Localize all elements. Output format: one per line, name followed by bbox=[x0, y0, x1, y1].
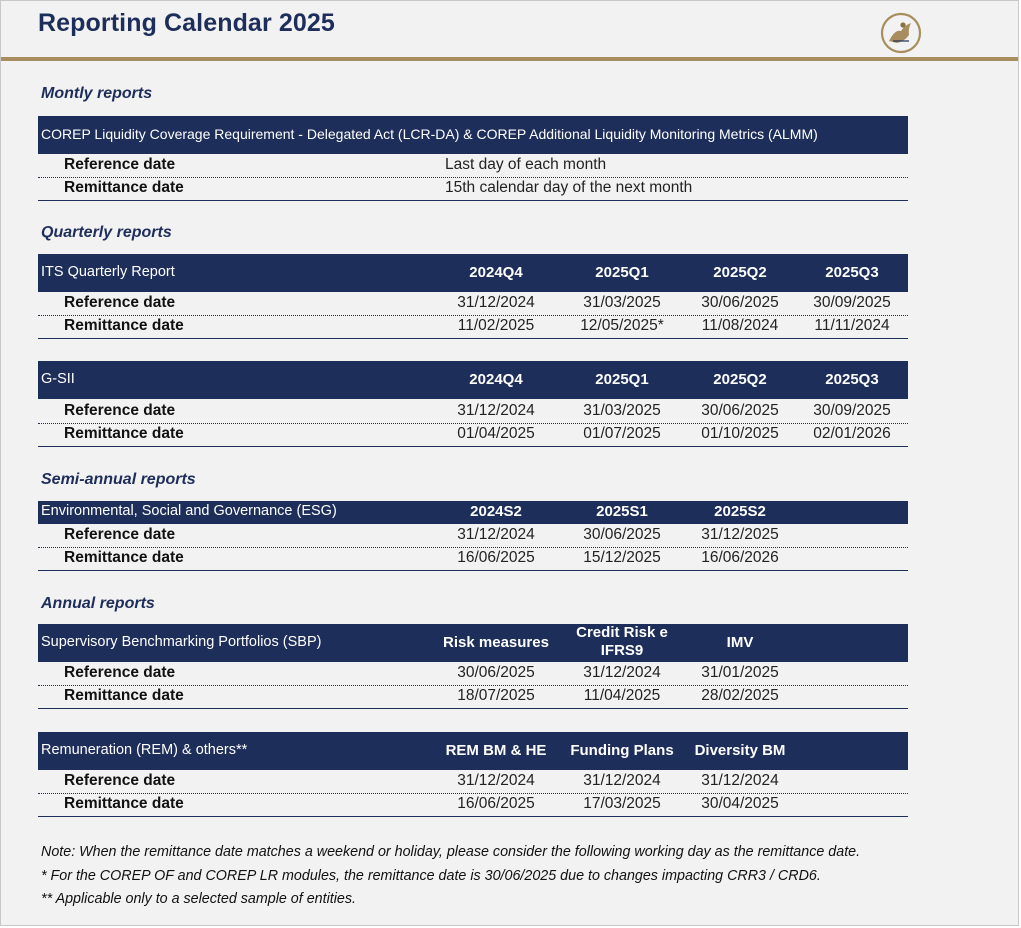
table-header-label: Remuneration (REM) & others** bbox=[41, 742, 248, 758]
row-label-remittance: Remittance date bbox=[64, 687, 184, 704]
table-cell: 31/12/2024 bbox=[457, 294, 535, 311]
table-cell: 31/12/2024 bbox=[457, 772, 535, 789]
section-title-semiannual: Semi-annual reports bbox=[41, 471, 196, 488]
table-header-its bbox=[38, 254, 908, 292]
table-cell: 16/06/2026 bbox=[701, 549, 779, 566]
table-row bbox=[38, 548, 908, 571]
table-header-label: ITS Quarterly Report bbox=[41, 264, 175, 280]
table-row bbox=[38, 424, 908, 447]
column-header: 2025Q2 bbox=[713, 371, 767, 388]
row-label-reference: Reference date bbox=[64, 294, 176, 311]
row-label-reference: Reference date bbox=[64, 156, 176, 173]
table-cell: 31/12/2024 bbox=[457, 526, 535, 543]
column-header: 2025Q1 bbox=[595, 264, 649, 281]
row-label-remittance: Remittance date bbox=[64, 317, 184, 334]
header-divider bbox=[1, 57, 1018, 61]
table-cell: 16/06/2025 bbox=[457, 549, 535, 566]
section-title-quarterly: Quarterly reports bbox=[41, 224, 172, 241]
table-row bbox=[38, 525, 908, 548]
table-header-label: G-SII bbox=[41, 371, 75, 387]
table-row bbox=[38, 293, 908, 316]
row-label-remittance: Remittance date bbox=[64, 425, 184, 442]
table-cell: 01/10/2025 bbox=[701, 425, 779, 442]
table-row bbox=[38, 771, 908, 794]
table-cell: 16/06/2025 bbox=[457, 795, 535, 812]
column-header: Risk measures bbox=[443, 634, 549, 651]
table-row bbox=[38, 155, 908, 178]
table-cell: 01/07/2025 bbox=[583, 425, 661, 442]
column-header: IMV bbox=[726, 634, 754, 651]
row-label-reference: Reference date bbox=[64, 402, 176, 419]
row-label-remittance: Remittance date bbox=[64, 179, 184, 196]
table-cell: 31/12/2024 bbox=[701, 772, 779, 789]
table-cell: 30/09/2025 bbox=[813, 294, 891, 311]
table-cell: 17/03/2025 bbox=[583, 795, 661, 812]
table-cell: 30/06/2025 bbox=[701, 402, 779, 419]
table-row bbox=[38, 663, 908, 686]
table-cell: 31/12/2024 bbox=[583, 664, 661, 681]
table-row bbox=[38, 178, 908, 201]
table-cell: 31/03/2025 bbox=[583, 294, 661, 311]
monthly-reference-value: Last day of each month bbox=[445, 156, 607, 173]
column-header: 2025Q1 bbox=[595, 371, 649, 388]
section-title-annual: Annual reports bbox=[41, 595, 155, 612]
table-cell: 31/12/2024 bbox=[457, 402, 535, 419]
table-row bbox=[38, 401, 908, 424]
table-cell: 30/04/2025 bbox=[701, 795, 779, 812]
table-row bbox=[38, 316, 908, 339]
table-cell: 11/04/2025 bbox=[583, 687, 661, 704]
table-cell: 15/12/2025 bbox=[583, 549, 661, 566]
table-cell: 31/12/2024 bbox=[583, 772, 661, 789]
column-header: Credit Risk e IFRS9 bbox=[576, 624, 668, 659]
note-weekend-holiday: Note: When the remittance date matches a weekend or holiday, please consider the following working day as the remittance date. bbox=[41, 844, 861, 860]
page-title: Reporting Calendar 2025 bbox=[38, 9, 335, 37]
row-label-remittance: Remittance date bbox=[64, 549, 184, 566]
column-header: 2024Q4 bbox=[469, 371, 523, 388]
column-header: REM BM & HE bbox=[445, 742, 547, 759]
column-header: Diversity BM bbox=[694, 742, 786, 759]
table-header-rem bbox=[38, 732, 908, 770]
table-cell: 18/07/2025 bbox=[457, 687, 535, 704]
table-cell: 11/08/2024 bbox=[701, 317, 779, 334]
section-title-monthly: Montly reports bbox=[41, 85, 153, 102]
note-corep-of-lr: * For the COREP OF and COREP LR modules, the remittance date is 30/06/2025 due to changes impacting CRR3 / CRD6. bbox=[41, 867, 821, 884]
table-row bbox=[38, 686, 908, 709]
table-header-esg bbox=[38, 501, 908, 524]
note-selected-sample: ** Applicable only to a selected sample of entities. bbox=[41, 891, 356, 907]
table-cell: 30/06/2025 bbox=[583, 526, 661, 543]
footnotes bbox=[41, 841, 860, 912]
table-cell: 30/09/2025 bbox=[813, 402, 891, 419]
column-header: 2025Q2 bbox=[713, 264, 767, 281]
bank-emblem-icon bbox=[879, 11, 923, 55]
table-row bbox=[38, 794, 908, 817]
column-header: 2024Q4 bbox=[469, 264, 523, 281]
row-label-remittance: Remittance date bbox=[64, 795, 184, 812]
column-header: 2025S1 bbox=[596, 503, 648, 520]
table-cell: 28/02/2025 bbox=[701, 687, 779, 704]
table-cell: 30/06/2025 bbox=[701, 294, 779, 311]
table-header-label: Environmental, Social and Governance (ESG) bbox=[41, 503, 337, 519]
column-header: 2025S2 bbox=[714, 503, 766, 520]
column-header: 2025Q3 bbox=[825, 264, 879, 281]
table-cell: 01/04/2025 bbox=[457, 425, 535, 442]
table-header-gsii bbox=[38, 361, 908, 399]
table-cell: 11/11/2024 bbox=[814, 317, 890, 334]
table-cell: 11/02/2025 bbox=[457, 317, 535, 334]
column-header: 2025Q3 bbox=[825, 371, 879, 388]
column-header: Funding Plans bbox=[570, 742, 674, 759]
table-cell: 02/01/2026 bbox=[813, 425, 891, 442]
table-cell: 31/03/2025 bbox=[583, 402, 661, 419]
column-header: 2024S2 bbox=[470, 503, 522, 520]
table-cell: 31/12/2025 bbox=[701, 526, 779, 543]
table-cell: 31/01/2025 bbox=[701, 664, 779, 681]
table-header-sbp bbox=[38, 624, 908, 662]
page-header bbox=[1, 1, 1018, 57]
table-cell: 12/05/2025* bbox=[580, 317, 664, 334]
table-cell: 30/06/2025 bbox=[457, 664, 535, 681]
row-label-reference: Reference date bbox=[64, 526, 176, 543]
monthly-remittance-value: 15th calendar day of the next month bbox=[445, 179, 693, 196]
table-header-label: Supervisory Benchmarking Portfolios (SBP) bbox=[41, 634, 322, 650]
table-header-lcr-almm bbox=[38, 116, 908, 154]
table-header-label: COREP Liquidity Coverage Requirement - Delegated Act (LCR-DA) & COREP Additional Liquidity Monitoring Metrics (ALMM) bbox=[41, 126, 818, 142]
row-label-reference: Reference date bbox=[64, 772, 176, 789]
row-label-reference: Reference date bbox=[64, 664, 176, 681]
